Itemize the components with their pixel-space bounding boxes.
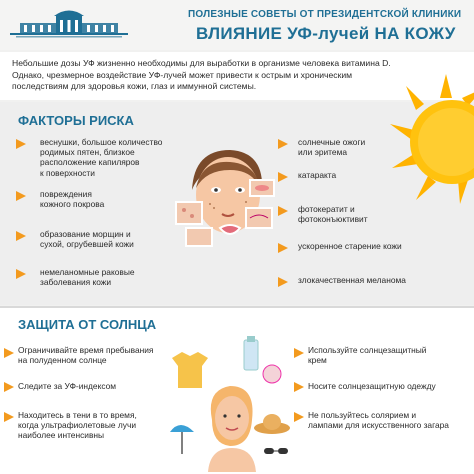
- header-subtitle: ПОЛЕЗНЫЕ СОВЕТЫ ОТ ПРЕЗИДЕНТСКОЙ КЛИНИКИ: [188, 9, 462, 20]
- orange-arrow-bullet-icon: [294, 382, 304, 392]
- risk-left-item-1: веснушки, большое количество родимых пятен, близкое расположение капиляров к поверхности: [40, 137, 163, 178]
- protection-left-item-2: Следите за УФ-индексом: [18, 381, 117, 391]
- risk-right-item-4: ускоренное старение кожи: [298, 241, 402, 251]
- protection-left-item-1: Ограничивайте время пребывания на полуденном солнце: [18, 345, 154, 366]
- risk-right-item-2: катаракта: [298, 170, 337, 180]
- risk-right-item-5: злокачественная меланома: [298, 275, 406, 285]
- orange-arrow-bullet-icon: [16, 269, 26, 279]
- intro-line-3: последствиям для здоровья кожи, глаз и иммунной системы.: [12, 81, 257, 91]
- skin-damage-face-illustration: [172, 140, 282, 250]
- protection-right-item-1: Используйте солнцезащитный крем: [308, 345, 427, 366]
- protection-right-item-2: Носите солнцезащитную одежду: [308, 381, 436, 391]
- woman-sun-protection-illustration: [168, 336, 296, 472]
- orange-arrow-bullet-icon: [16, 231, 26, 241]
- risk-left-item-3: образование морщин и сухой, огрубевшей кожи: [40, 229, 134, 250]
- risk-right-item-1: солнечные ожоги или эритема: [298, 137, 366, 158]
- orange-arrow-bullet-icon: [278, 243, 288, 253]
- risk-left-item-4: немеланомные раковые заболевания кожи: [40, 267, 135, 288]
- protection-left-item-3: Находитесь в тени в то время, когда ультрафиолетовые лучи наиболее интенсивны: [18, 410, 137, 441]
- orange-arrow-bullet-icon: [278, 172, 288, 182]
- sun-protection-title: ЗАЩИТА ОТ СОЛНЦА: [18, 317, 157, 332]
- risk-right-item-3: фотокератит и фотоконъюктивит: [298, 204, 368, 225]
- clinic-building-logo-icon: [10, 6, 128, 40]
- orange-arrow-bullet-icon: [278, 206, 288, 216]
- orange-arrow-bullet-icon: [278, 277, 288, 287]
- orange-arrow-bullet-icon: [278, 139, 288, 149]
- risk-left-item-2: повреждения кожного покрова: [40, 189, 105, 210]
- intro-line-2: Однако, чрезмерное воздействие УФ-лучей может привести к острым и хроническим: [12, 69, 353, 80]
- protection-right-item-3: Не пользуйтесь солярием и лампами для искусственного загара: [308, 410, 449, 431]
- page-title: ВЛИЯНИЕ УФ-лучей НА КОЖУ: [196, 24, 456, 43]
- orange-arrow-bullet-icon: [4, 412, 14, 422]
- orange-arrow-bullet-icon: [16, 191, 26, 201]
- orange-arrow-bullet-icon: [4, 348, 14, 358]
- risk-factors-title: ФАКТОРЫ РИСКА: [18, 113, 134, 128]
- orange-arrow-bullet-icon: [294, 412, 304, 422]
- orange-arrow-bullet-icon: [16, 139, 26, 149]
- intro-line-1: Небольшие дозы УФ жизненно необходимы для выработки в организме человека витамина D.: [12, 58, 391, 68]
- orange-arrow-bullet-icon: [294, 348, 304, 358]
- orange-arrow-bullet-icon: [4, 382, 14, 392]
